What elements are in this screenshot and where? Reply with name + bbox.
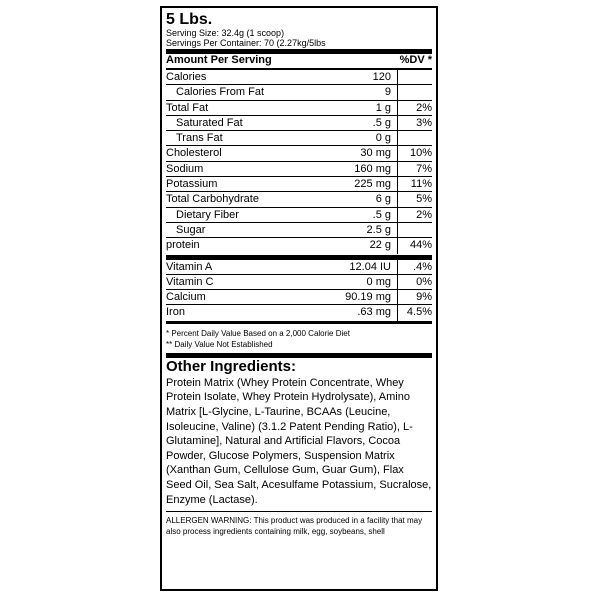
nutrient-row xyxy=(166,177,432,192)
nutrient-amount: 160 mg xyxy=(318,162,398,176)
nutrient-name: Saturated Fat xyxy=(176,116,243,129)
serving-size: Serving Size: 32.4g (1 scoop) xyxy=(166,28,285,38)
nutrient-dv xyxy=(398,70,432,84)
nutrient-dv xyxy=(398,131,432,145)
vitamin-dv: 0% xyxy=(416,275,432,288)
vitamin-name: Vitamin A xyxy=(166,260,213,273)
nutrient-row xyxy=(166,101,432,116)
vitamin-amount: 12.04 IU xyxy=(288,260,398,274)
nutrient-row xyxy=(166,70,432,85)
vitamin-dv: 4.5% xyxy=(406,306,432,319)
nutrient-row xyxy=(166,223,432,238)
nutrient-name: Sugar xyxy=(176,223,206,236)
nutrient-name: Total Carbohydrate xyxy=(166,193,259,206)
amount-header xyxy=(166,54,432,70)
vitamin-amount: 0 mg xyxy=(288,275,398,289)
nutrient-amount: 6 g xyxy=(318,192,398,206)
vitamin-row xyxy=(166,290,432,305)
nutrient-name: protein xyxy=(166,239,200,252)
label-title: 5 Lbs. xyxy=(166,11,213,28)
nutrient-dv: 3% xyxy=(416,116,432,129)
nutrient-row xyxy=(166,208,432,223)
footnote-not-established: ** Daily Value Not Established xyxy=(166,339,273,349)
nutrient-dv: 44% xyxy=(409,239,432,252)
nutrient-dv: 10% xyxy=(409,147,432,160)
nutrient-name: Dietary Fiber xyxy=(176,208,239,221)
nutrient-name: Total Fat xyxy=(166,101,209,114)
nutrient-amount: 30 mg xyxy=(318,146,398,160)
nutrient-amount: 225 mg xyxy=(318,177,398,191)
servings-per-container: Servings Per Container: 70 (2.27kg/5lbs xyxy=(166,38,326,48)
vitamin-amount: .63 mg xyxy=(288,305,398,320)
vitamin-dv: 9% xyxy=(416,291,432,304)
nutrient-dv: 2% xyxy=(416,208,432,221)
nutrient-dv xyxy=(398,85,432,99)
nutrient-dv xyxy=(398,223,432,237)
nutrient-dv: 7% xyxy=(416,162,432,175)
nutrition-label xyxy=(160,6,438,591)
vitamin-name: Vitamin C xyxy=(166,275,214,288)
nutrient-dv: 5% xyxy=(416,193,432,206)
nutrient-amount: 0 g xyxy=(318,131,398,145)
dv-header: %DV * xyxy=(399,54,432,66)
nutrient-amount: .5 g xyxy=(318,116,398,130)
ingredients-title: Other Ingredients: xyxy=(166,357,297,375)
nutrient-name: Potassium xyxy=(166,178,218,191)
nutrient-table xyxy=(166,70,432,254)
nutrient-dv: 2% xyxy=(416,101,432,114)
nutrient-dv: 11% xyxy=(410,178,432,191)
nutrient-amount: .5 g xyxy=(318,208,398,222)
allergen-warning: ALLERGEN WARNING: This product was produced in a facility that may also process ingredients containing milk, egg, soybeans, shell xyxy=(166,511,432,537)
ingredients-text: Protein Matrix (Whey Protein Concentrate, Whey Protein Isolate, Whey Protein Hydrolysate), Amino Matrix [L-Glycine, L-Taurine, BCAAs (Leucine, Isoleucine, Valine) (3.1.2 Patent Pending Ratio), L-Glutamine], Natural and Artificial Flavors, Cocoa Powder, Glucose Polymers, Suspension Matrix (Xanthan Gum, Cellulose Gum, Guar Gum), Flax Seed Oil, Sea Salt, Acesulfame Potassium, Sucralose, Enzyme (Lactase). xyxy=(166,376,432,506)
nutrient-row xyxy=(166,192,432,207)
nutrient-name: Calories xyxy=(166,71,207,83)
vitamin-dv: .4% xyxy=(413,260,432,273)
vitamin-row xyxy=(166,275,432,290)
vitamin-name: Calcium xyxy=(166,291,206,304)
nutrient-amount: 22 g xyxy=(318,238,398,253)
vitamin-row xyxy=(166,260,432,275)
nutrient-amount: 9 xyxy=(318,85,398,99)
nutrient-row xyxy=(166,131,432,146)
nutrient-row xyxy=(166,162,432,177)
nutrient-row xyxy=(166,238,432,253)
vitamin-name: Iron xyxy=(166,306,185,319)
nutrient-amount: 1 g xyxy=(318,101,398,115)
nutrient-amount: 120 xyxy=(318,70,398,84)
vitamin-amount: 90.19 mg xyxy=(288,290,398,304)
vitamin-table xyxy=(166,260,432,321)
nutrient-name: Cholesterol xyxy=(166,147,222,160)
nutrient-amount: 2.5 g xyxy=(318,223,398,237)
footnotes xyxy=(166,324,432,352)
nutrient-row xyxy=(166,85,432,100)
nutrient-name: Calories From Fat xyxy=(176,86,265,99)
vitamin-row xyxy=(166,305,432,320)
nutrient-row xyxy=(166,116,432,131)
footnote-percent-dv: * Percent Daily Value Based on a 2,000 Calorie Diet xyxy=(166,328,350,338)
nutrient-name: Sodium xyxy=(166,162,204,175)
nutrient-name: Trans Fat xyxy=(176,132,223,145)
amount-per-serving: Amount Per Serving xyxy=(166,54,272,66)
nutrient-row xyxy=(166,146,432,161)
